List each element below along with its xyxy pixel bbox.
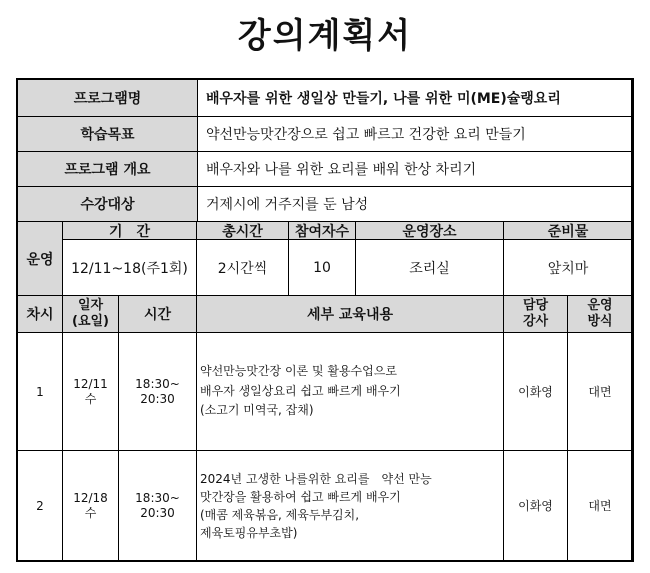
schedule-row-1-method: 대면 bbox=[567, 332, 632, 450]
schedule-row-2-method: 대면 bbox=[567, 450, 632, 560]
document-title: 강의계획서 bbox=[237, 16, 413, 56]
operation-participants-value: 10 bbox=[288, 239, 355, 295]
learning-goal-value: 약선만능맛간장으로 쉽고 빠르고 건강한 요리 만들기 bbox=[197, 116, 632, 151]
operation-venue-value: 조리실 bbox=[355, 239, 503, 295]
target-audience-label: 수강대상 bbox=[17, 186, 197, 221]
operation-period-value: 12/11~18(주1회) bbox=[62, 239, 196, 295]
operation-header-supplies: 준비물 bbox=[503, 221, 632, 239]
learning-goal-label: 학습목표 bbox=[17, 116, 197, 151]
schedule-row-1-session: 1 bbox=[17, 332, 62, 450]
schedule-header-method: 운영 방식 bbox=[567, 295, 632, 332]
operation-supplies-value: 앞치마 bbox=[503, 239, 632, 295]
schedule-row-2-instructor: 이화영 bbox=[503, 450, 567, 560]
program-name-value: 배우자를 위한 생일상 만들기, 나를 위한 미(ME)슐랭요리 bbox=[197, 79, 632, 116]
schedule-header-date: 일자 (요일) bbox=[62, 295, 118, 332]
schedule-row-1-time: 18:30~ 20:30 bbox=[118, 332, 196, 450]
target-audience-value: 거제시에 거주지를 둔 남성 bbox=[197, 186, 632, 221]
schedule-row-2-time: 18:30~ 20:30 bbox=[118, 450, 196, 560]
schedule-row-1-instructor: 이화영 bbox=[503, 332, 567, 450]
schedule-header-time: 시간 bbox=[118, 295, 196, 332]
schedule-row-1-date: 12/11 수 bbox=[62, 332, 118, 450]
program-name-label: 프로그램명 bbox=[17, 79, 197, 116]
operation-header-period: 기 간 bbox=[62, 221, 196, 239]
program-overview-value: 배우자와 나를 위한 요리를 배워 한상 차리기 bbox=[197, 151, 632, 186]
schedule-header-content: 세부 교육내용 bbox=[196, 295, 503, 332]
schedule-row-2-date: 12/18 수 bbox=[62, 450, 118, 560]
operation-header-participants: 참여자수 bbox=[288, 221, 355, 239]
operation-total-hours-value: 2시간씩 bbox=[196, 239, 288, 295]
operation-label: 운영 bbox=[17, 221, 62, 295]
operation-header-total-hours: 총시간 bbox=[196, 221, 288, 239]
operation-header-venue: 운영장소 bbox=[355, 221, 503, 239]
table-right-border bbox=[631, 79, 632, 560]
schedule-header-instructor: 담당 강사 bbox=[503, 295, 567, 332]
schedule-header-session: 차시 bbox=[17, 295, 62, 332]
schedule-row-2-content: 2024년 고생한 나를위한 요리를 약선 만능 맛간장을 활용하여 쉽고 빠르게 배우기 (매콤 제육볶음, 제육두부김치, 제육토핑유부초밥) bbox=[196, 450, 503, 560]
schedule-row-2-session: 2 bbox=[17, 450, 62, 560]
schedule-row-1-content: 약선만능맛간장 이론 및 활용수업으로 배우자 생일상요리 쉽고 빠르게 배우기 (소고기 미역국, 잡채) bbox=[196, 332, 503, 450]
program-overview-label: 프로그램 개요 bbox=[17, 151, 197, 186]
